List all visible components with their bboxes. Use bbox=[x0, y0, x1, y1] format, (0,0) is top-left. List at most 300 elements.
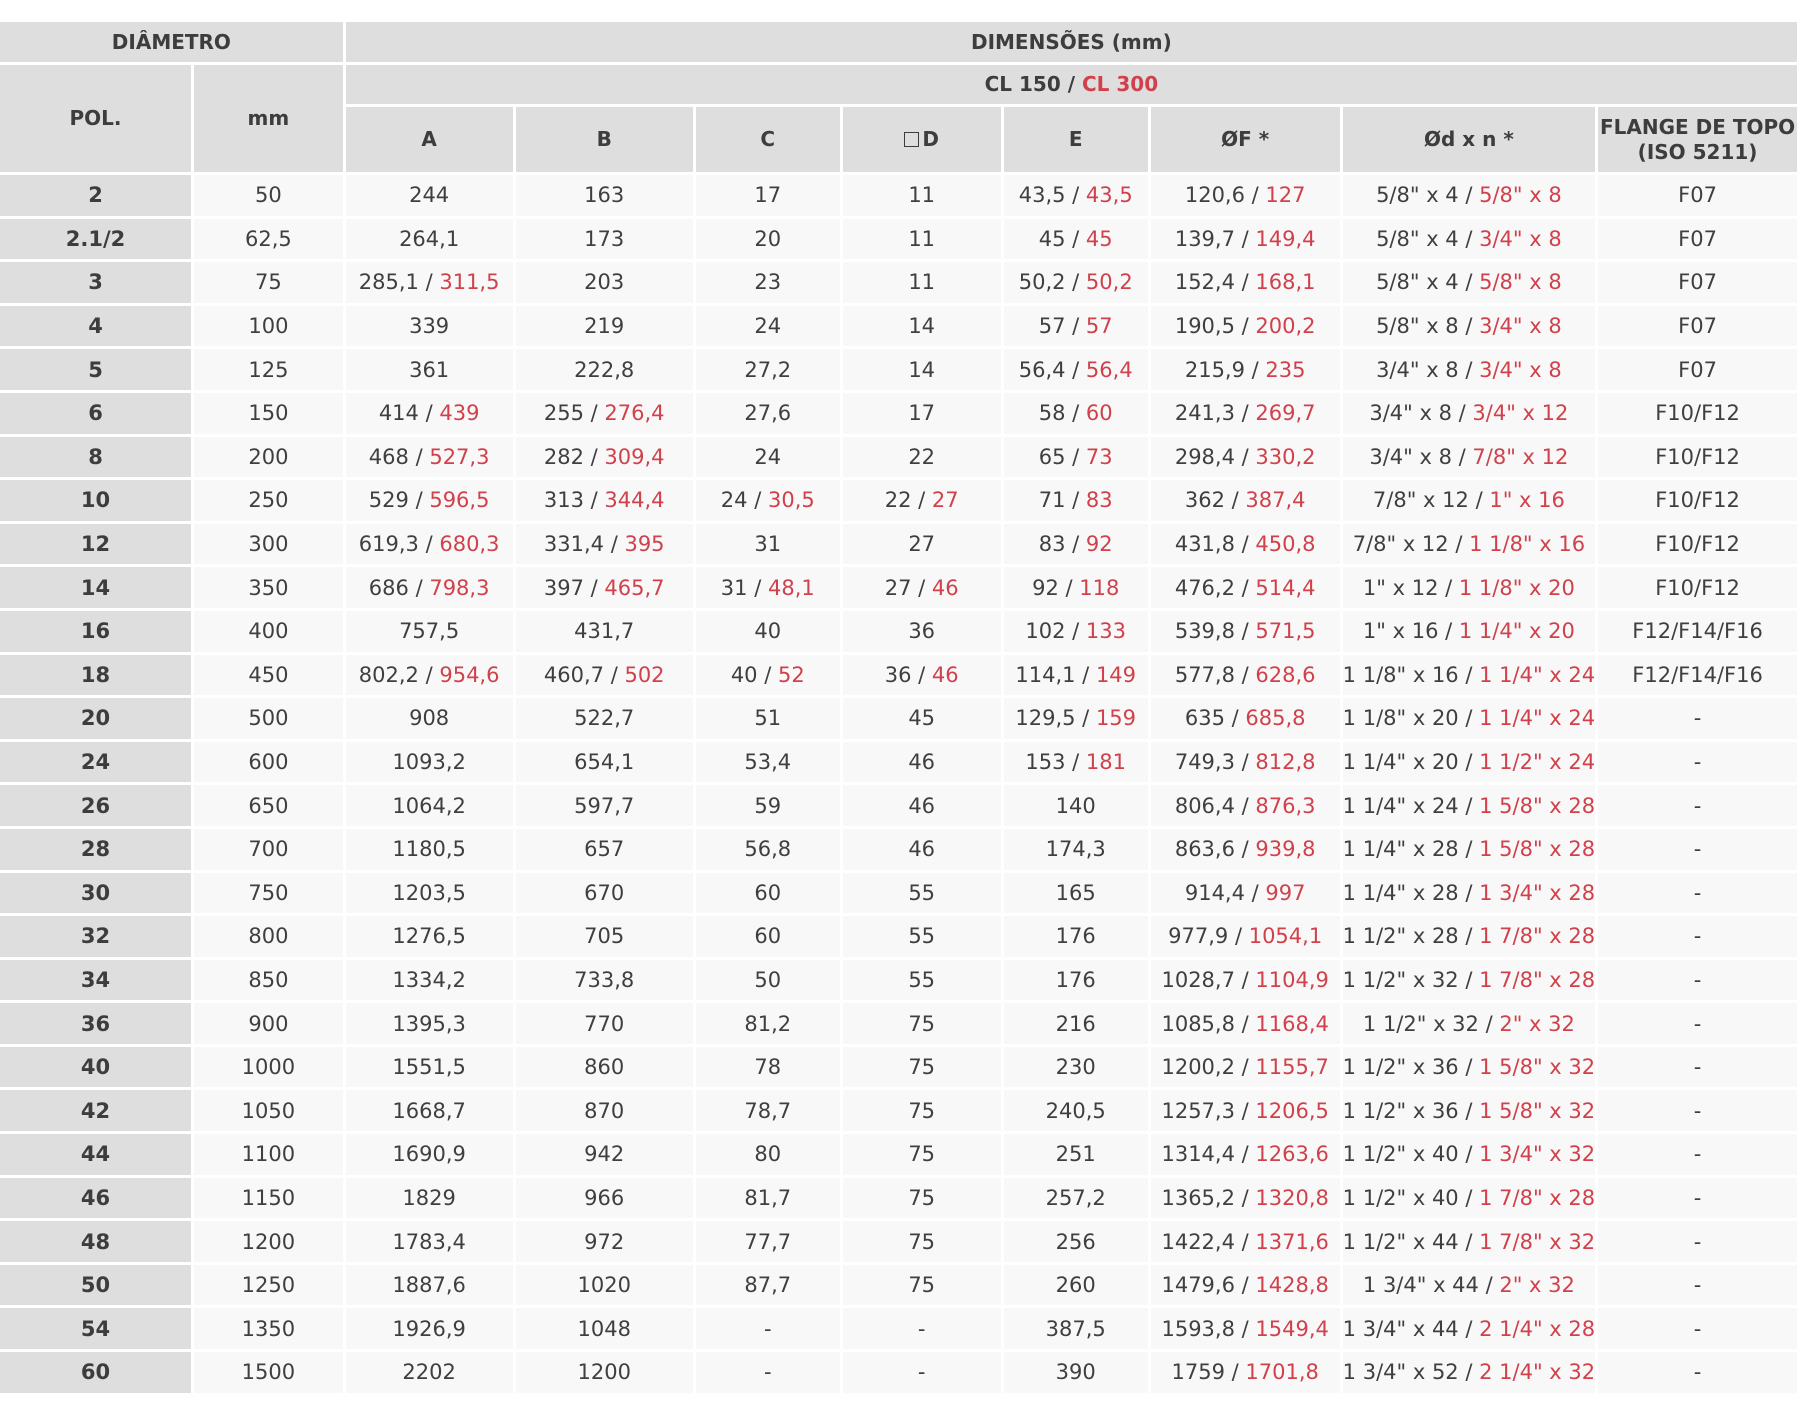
cell-flange: F07 bbox=[1598, 262, 1797, 303]
cl300-value: 1 5/8" x 28 bbox=[1479, 793, 1596, 818]
cell-flange: - bbox=[1598, 1308, 1797, 1349]
cell-f bbox=[1151, 219, 1340, 260]
value-separator: / bbox=[1451, 444, 1473, 469]
cell-f bbox=[1151, 1352, 1340, 1393]
cl300-value: 60 bbox=[1085, 401, 1113, 426]
cell-c bbox=[696, 480, 840, 521]
cl150-value: 1 1/4" x 24 bbox=[1342, 793, 1459, 818]
cl150-value: 414 bbox=[378, 401, 419, 426]
cl150-value: 1334,2 bbox=[392, 967, 466, 992]
cell-c bbox=[696, 742, 840, 783]
cl300-value: 1 1/8" x 20 bbox=[1458, 575, 1575, 600]
cell-dxn bbox=[1343, 175, 1595, 216]
table-row bbox=[0, 960, 1797, 1001]
cell-mm: 750 bbox=[194, 873, 343, 914]
cell-dxn bbox=[1343, 1352, 1595, 1393]
cl150-value: 5/8" x 4 bbox=[1376, 270, 1459, 295]
cl300-value: 168,1 bbox=[1255, 270, 1316, 295]
cl150-value: 1 3/4" x 44 bbox=[1362, 1273, 1479, 1298]
cell-flange: - bbox=[1598, 1003, 1797, 1044]
value-separator: / bbox=[408, 575, 430, 600]
cell-mm: 450 bbox=[194, 655, 343, 696]
cl300-value: 1428,8 bbox=[1255, 1273, 1329, 1298]
cell-a bbox=[346, 916, 513, 957]
cell-a bbox=[346, 306, 513, 347]
table-row bbox=[0, 916, 1797, 957]
cell-dxn bbox=[1343, 306, 1595, 347]
cl150-value: 240,5 bbox=[1045, 1098, 1106, 1123]
cl150-value: 83 bbox=[1038, 532, 1066, 557]
cl150-value: 1668,7 bbox=[392, 1098, 466, 1123]
cl300-value: 46 bbox=[931, 575, 959, 600]
cell-d bbox=[843, 1308, 1001, 1349]
cl150-value: 619,3 bbox=[358, 532, 419, 557]
cl150-value: 50,2 bbox=[1018, 270, 1066, 295]
dimensions-table-wrapper bbox=[0, 19, 1800, 1396]
cl300-value: 3/4" x 12 bbox=[1472, 401, 1569, 426]
cell-f bbox=[1151, 1134, 1340, 1175]
cl150-value: 1593,8 bbox=[1161, 1316, 1235, 1341]
cl150-value: 17 bbox=[908, 401, 936, 426]
value-separator: / bbox=[1234, 1273, 1256, 1298]
cl150-value: 476,2 bbox=[1174, 575, 1235, 600]
cl150-value: 654,1 bbox=[574, 750, 635, 775]
cl150-value: 635 bbox=[1184, 706, 1225, 731]
cl150-value: - bbox=[917, 1360, 926, 1385]
header-col-f: ØF * bbox=[1151, 107, 1340, 172]
cl150-value: 1 1/2" x 44 bbox=[1342, 1229, 1459, 1254]
cl150-value: 14 bbox=[908, 357, 936, 382]
cell-d bbox=[843, 742, 1001, 783]
header-col-dxn: Ød x n * bbox=[1343, 107, 1595, 172]
cl300-value: 1 7/8" x 28 bbox=[1479, 1185, 1596, 1210]
cell-a bbox=[346, 960, 513, 1001]
value-separator: / bbox=[1234, 662, 1256, 687]
cl150-value: 81,2 bbox=[744, 1011, 792, 1036]
cell-c bbox=[696, 349, 840, 390]
cl300-value: 73 bbox=[1085, 444, 1113, 469]
cl150-value: 1" x 16 bbox=[1362, 619, 1439, 644]
cl150-value: 657 bbox=[584, 837, 625, 862]
value-separator: / bbox=[757, 662, 778, 687]
cell-a bbox=[346, 742, 513, 783]
value-separator: / bbox=[1234, 1055, 1256, 1080]
cell-d bbox=[843, 219, 1001, 260]
cell-dxn bbox=[1343, 785, 1595, 826]
cell-f bbox=[1151, 829, 1340, 870]
cell-dxn bbox=[1343, 742, 1595, 783]
cell-e bbox=[1004, 437, 1148, 478]
cl150-value: 102 bbox=[1025, 619, 1066, 644]
cell-f bbox=[1151, 873, 1340, 914]
cell-d bbox=[843, 829, 1001, 870]
cell-mm: 200 bbox=[194, 437, 343, 478]
cell-b bbox=[516, 655, 693, 696]
cell-f bbox=[1151, 698, 1340, 739]
cell-b bbox=[516, 1134, 693, 1175]
cl300-value: 685,8 bbox=[1245, 706, 1306, 731]
table-row bbox=[0, 1265, 1797, 1306]
cl300-value: 3/4" x 8 bbox=[1479, 357, 1562, 382]
cl300-value: 527,3 bbox=[429, 444, 490, 469]
cl150-value: 1 1/4" x 28 bbox=[1342, 880, 1459, 905]
cell-mm: 125 bbox=[194, 349, 343, 390]
cl300-value: 7/8" x 12 bbox=[1472, 444, 1569, 469]
cell-dxn bbox=[1343, 1308, 1595, 1349]
cell-b bbox=[516, 873, 693, 914]
cell-pol: 2.1/2 bbox=[0, 219, 191, 260]
value-separator: / bbox=[583, 444, 605, 469]
cell-dxn bbox=[1343, 393, 1595, 434]
cl150-value: 140 bbox=[1055, 793, 1096, 818]
cell-b bbox=[516, 1352, 693, 1393]
value-separator: / bbox=[1224, 1360, 1246, 1385]
cell-e bbox=[1004, 873, 1148, 914]
cl150-value: 24 bbox=[720, 488, 748, 513]
cell-flange: F12/F14/F16 bbox=[1598, 655, 1797, 696]
value-separator: / bbox=[1458, 1098, 1480, 1123]
cl150-value: 1 1/2" x 36 bbox=[1342, 1098, 1459, 1123]
cell-a bbox=[346, 393, 513, 434]
cell-dxn bbox=[1343, 1178, 1595, 1219]
cell-f bbox=[1151, 960, 1340, 1001]
cl150-value: 5/8" x 4 bbox=[1376, 226, 1459, 251]
cl300-value: 309,4 bbox=[604, 444, 665, 469]
cl150-value: 75 bbox=[908, 1229, 936, 1254]
cl300-value: 1 3/4" x 32 bbox=[1479, 1142, 1596, 1167]
value-separator: / bbox=[1478, 1011, 1500, 1036]
cl300-value: 395 bbox=[624, 532, 665, 557]
cl150-value: 1028,7 bbox=[1161, 967, 1235, 992]
cell-pol: 8 bbox=[0, 437, 191, 478]
cl150-value: 670 bbox=[584, 880, 625, 905]
cell-f bbox=[1151, 1178, 1340, 1219]
cl150-value: 522,7 bbox=[574, 706, 635, 731]
value-separator: / bbox=[1244, 183, 1266, 208]
cl150-value: 1 1/4" x 20 bbox=[1342, 750, 1459, 775]
cell-e bbox=[1004, 785, 1148, 826]
cl150-value: 361 bbox=[409, 357, 450, 382]
cell-d bbox=[843, 567, 1001, 608]
cl150-value: 7/8" x 12 bbox=[1352, 532, 1449, 557]
cl300-value: 30,5 bbox=[767, 488, 815, 513]
cell-mm: 800 bbox=[194, 916, 343, 957]
cl150-value: 749,3 bbox=[1174, 750, 1235, 775]
cl300-value: 798,3 bbox=[429, 575, 490, 600]
cell-pol: 48 bbox=[0, 1221, 191, 1262]
cell-c bbox=[696, 1178, 840, 1219]
cl150-value: 23 bbox=[754, 270, 782, 295]
cell-e bbox=[1004, 1308, 1148, 1349]
cl150-value: 1 1/2" x 28 bbox=[1342, 924, 1459, 949]
value-separator: / bbox=[408, 444, 430, 469]
cl150-value: 942 bbox=[584, 1142, 625, 1167]
cl300-value: 50,2 bbox=[1085, 270, 1133, 295]
cell-pol: 10 bbox=[0, 480, 191, 521]
cell-dxn bbox=[1343, 567, 1595, 608]
cl300-value: 118 bbox=[1079, 575, 1120, 600]
cell-dxn bbox=[1343, 219, 1595, 260]
header-mm: mm bbox=[194, 65, 343, 172]
value-separator: / bbox=[1234, 619, 1256, 644]
cl150-value: 56,4 bbox=[1018, 357, 1066, 382]
cl150-value: 1422,4 bbox=[1161, 1229, 1235, 1254]
cell-c bbox=[696, 1265, 840, 1306]
cell-f bbox=[1151, 524, 1340, 565]
cl150-value: 1 1/8" x 16 bbox=[1342, 662, 1459, 687]
cell-d bbox=[843, 1090, 1001, 1131]
cell-b bbox=[516, 1178, 693, 1219]
cell-flange: F10/F12 bbox=[1598, 437, 1797, 478]
cell-pol: 16 bbox=[0, 611, 191, 652]
cl150-value: 860 bbox=[584, 1055, 625, 1080]
cell-c bbox=[696, 219, 840, 260]
cl150-value: 43,5 bbox=[1018, 183, 1066, 208]
cl150-value: 1783,4 bbox=[392, 1229, 466, 1254]
cl150-value: 80 bbox=[754, 1142, 782, 1167]
value-separator: / bbox=[1458, 1360, 1480, 1385]
cl150-value: 215,9 bbox=[1184, 357, 1245, 382]
cl150-value: - bbox=[763, 1316, 772, 1341]
cl150-value: 40 bbox=[730, 662, 758, 687]
cl150-value: 27,6 bbox=[744, 401, 792, 426]
cell-b bbox=[516, 393, 693, 434]
cl150-value: 31 bbox=[754, 532, 782, 557]
header-pressure-class bbox=[346, 65, 1797, 104]
cl150-value: 1020 bbox=[577, 1273, 631, 1298]
cell-f bbox=[1151, 655, 1340, 696]
cl300-value: 450,8 bbox=[1255, 532, 1316, 557]
cell-a bbox=[346, 1003, 513, 1044]
cl150-value: 92 bbox=[1032, 575, 1059, 600]
cell-a bbox=[346, 480, 513, 521]
cell-b bbox=[516, 829, 693, 870]
cell-a bbox=[346, 524, 513, 565]
value-separator: / bbox=[1065, 444, 1086, 469]
cell-mm: 1050 bbox=[194, 1090, 343, 1131]
cl300-value: 1549,4 bbox=[1255, 1316, 1329, 1341]
cl150-value: 1 1/2" x 32 bbox=[1362, 1011, 1479, 1036]
cl150-value: 22 bbox=[908, 444, 936, 469]
cl300-value: 149,4 bbox=[1255, 226, 1316, 251]
value-separator: / bbox=[1065, 488, 1086, 513]
value-separator: / bbox=[418, 662, 440, 687]
cl150-value: 60 bbox=[754, 880, 782, 905]
cell-f bbox=[1151, 437, 1340, 478]
value-separator: / bbox=[583, 488, 605, 513]
cell-e bbox=[1004, 916, 1148, 957]
cl150-value: 757,5 bbox=[399, 619, 460, 644]
cell-e bbox=[1004, 1047, 1148, 1088]
value-separator: / bbox=[1224, 706, 1246, 731]
cell-b bbox=[516, 742, 693, 783]
cl150-value: 7/8" x 12 bbox=[1372, 488, 1469, 513]
cell-c bbox=[696, 1221, 840, 1262]
cell-dxn bbox=[1343, 960, 1595, 1001]
value-separator: / bbox=[1065, 183, 1086, 208]
cl150-value: 806,4 bbox=[1174, 793, 1235, 818]
cell-pol: 4 bbox=[0, 306, 191, 347]
cl150-value: 1064,2 bbox=[392, 793, 466, 818]
value-separator: / bbox=[1234, 314, 1256, 339]
cell-pol: 18 bbox=[0, 655, 191, 696]
cl150-value: 1085,8 bbox=[1161, 1011, 1235, 1036]
table-row bbox=[0, 698, 1797, 739]
cl150-value: 75 bbox=[908, 1055, 936, 1080]
cl150-value: 65 bbox=[1038, 444, 1066, 469]
cl300-value: 149 bbox=[1095, 662, 1137, 687]
cl150-value: 75 bbox=[908, 1142, 936, 1167]
value-separator: / bbox=[1234, 1011, 1256, 1036]
value-separator: / bbox=[1065, 401, 1086, 426]
header-col-d bbox=[843, 107, 1001, 172]
cell-a bbox=[346, 349, 513, 390]
cl150-value: 75 bbox=[908, 1273, 936, 1298]
cell-mm: 1000 bbox=[194, 1047, 343, 1088]
value-separator: / bbox=[1234, 750, 1256, 775]
cl300-value: 181 bbox=[1085, 750, 1127, 775]
cl300-value: 1" x 16 bbox=[1489, 488, 1565, 513]
table-row bbox=[0, 785, 1797, 826]
cl-separator: / bbox=[1060, 72, 1082, 96]
cl300-value: 1 7/8" x 28 bbox=[1479, 924, 1596, 949]
cell-pol: 32 bbox=[0, 916, 191, 957]
value-separator: / bbox=[1234, 1142, 1256, 1167]
cl300-value: 1263,6 bbox=[1255, 1142, 1329, 1167]
cell-e bbox=[1004, 742, 1148, 783]
cell-pol: 28 bbox=[0, 829, 191, 870]
cell-d bbox=[843, 611, 1001, 652]
cl150-value: 46 bbox=[908, 837, 936, 862]
cell-flange: - bbox=[1598, 873, 1797, 914]
cl300-value: 1 1/4" x 24 bbox=[1479, 706, 1596, 731]
cell-pol: 50 bbox=[0, 1265, 191, 1306]
cl150-value: 60 bbox=[754, 924, 782, 949]
header-col-a: A bbox=[346, 107, 513, 172]
cl150-value: 219 bbox=[584, 314, 625, 339]
cl150-value: 539,8 bbox=[1174, 619, 1235, 644]
cell-f bbox=[1151, 567, 1340, 608]
cl150-value: 244 bbox=[409, 183, 450, 208]
cl150-value: 1093,2 bbox=[392, 750, 466, 775]
cl300-value: 812,8 bbox=[1255, 750, 1316, 775]
header-diametro: DIÂMETRO bbox=[0, 22, 343, 62]
cell-e bbox=[1004, 960, 1148, 1001]
cell-pol: 40 bbox=[0, 1047, 191, 1088]
cell-d bbox=[843, 785, 1001, 826]
cl300-value: 1168,4 bbox=[1255, 1011, 1329, 1036]
cell-e bbox=[1004, 1265, 1148, 1306]
cl150-value: 20 bbox=[754, 226, 782, 251]
value-separator: / bbox=[1075, 662, 1096, 687]
cell-dxn bbox=[1343, 1047, 1595, 1088]
cl150-value: 81,7 bbox=[744, 1185, 792, 1210]
cell-d bbox=[843, 698, 1001, 739]
cell-pol: 42 bbox=[0, 1090, 191, 1131]
cl300-value: 1104,9 bbox=[1255, 967, 1329, 992]
header-col-b: B bbox=[516, 107, 693, 172]
cl300-value: 269,7 bbox=[1255, 401, 1316, 426]
cl150-value: 17 bbox=[754, 183, 782, 208]
cell-e bbox=[1004, 480, 1148, 521]
cell-c bbox=[696, 393, 840, 434]
value-separator: / bbox=[1234, 444, 1256, 469]
cl150-value: 176 bbox=[1055, 924, 1096, 949]
value-separator: / bbox=[1458, 706, 1480, 731]
cell-e bbox=[1004, 611, 1148, 652]
cl300-value: 1701,8 bbox=[1245, 1360, 1319, 1385]
cell-f bbox=[1151, 393, 1340, 434]
cell-d bbox=[843, 175, 1001, 216]
cell-c bbox=[696, 262, 840, 303]
cell-dxn bbox=[1343, 873, 1595, 914]
cell-b bbox=[516, 262, 693, 303]
cl150-value: 1 1/2" x 40 bbox=[1342, 1185, 1459, 1210]
cell-flange: F07 bbox=[1598, 349, 1797, 390]
cell-a bbox=[346, 1308, 513, 1349]
cl150-value: 339 bbox=[409, 314, 450, 339]
cl150-value: 1887,6 bbox=[392, 1273, 466, 1298]
cl150-value: 27,2 bbox=[744, 357, 792, 382]
cl150-value: 11 bbox=[908, 270, 936, 295]
cl150-value: 216 bbox=[1055, 1011, 1096, 1036]
cl150-value: 55 bbox=[908, 880, 936, 905]
cl150-value: 1 1/4" x 28 bbox=[1342, 837, 1459, 862]
cl150-value: 1 1/2" x 40 bbox=[1342, 1142, 1459, 1167]
cell-b bbox=[516, 1003, 693, 1044]
value-separator: / bbox=[1458, 1142, 1480, 1167]
cl300-value: 1 7/8" x 32 bbox=[1479, 1229, 1596, 1254]
cell-pol: 6 bbox=[0, 393, 191, 434]
cl150-value: 431,8 bbox=[1174, 532, 1235, 557]
cell-d bbox=[843, 393, 1001, 434]
cl150-value: 577,8 bbox=[1174, 662, 1235, 687]
cl300-value: 1 1/4" x 20 bbox=[1458, 619, 1575, 644]
cl150-value: 14 bbox=[908, 314, 936, 339]
cell-c bbox=[696, 873, 840, 914]
cl300-value: 56,4 bbox=[1085, 357, 1133, 382]
cell-c bbox=[696, 1134, 840, 1175]
cell-c bbox=[696, 960, 840, 1001]
cell-mm: 900 bbox=[194, 1003, 343, 1044]
value-separator: / bbox=[418, 270, 440, 295]
value-separator: / bbox=[1244, 357, 1266, 382]
table-row bbox=[0, 829, 1797, 870]
cl150-value: 27 bbox=[884, 575, 912, 600]
value-separator: / bbox=[1458, 1185, 1480, 1210]
header-dimensoes: DIMENSÕES (mm) bbox=[346, 22, 1797, 62]
cell-dxn bbox=[1343, 916, 1595, 957]
cell-flange: F07 bbox=[1598, 175, 1797, 216]
cell-a bbox=[346, 567, 513, 608]
cl150-value: 5/8" x 8 bbox=[1376, 314, 1459, 339]
value-separator: / bbox=[604, 662, 625, 687]
cell-a bbox=[346, 873, 513, 914]
cl150-value: 1 1/2" x 36 bbox=[1342, 1055, 1459, 1080]
cl150-value: 914,4 bbox=[1184, 880, 1245, 905]
cl300-value: 27 bbox=[931, 488, 959, 513]
cell-mm: 300 bbox=[194, 524, 343, 565]
cl300-value: 439 bbox=[439, 401, 480, 426]
cell-a bbox=[346, 1090, 513, 1131]
cl150-value: 1926,9 bbox=[392, 1316, 466, 1341]
value-separator: / bbox=[1234, 270, 1256, 295]
value-separator: / bbox=[1224, 488, 1246, 513]
cell-e bbox=[1004, 567, 1148, 608]
value-separator: / bbox=[1228, 924, 1249, 949]
cell-e bbox=[1004, 1003, 1148, 1044]
cl300-value: 954,6 bbox=[439, 662, 500, 687]
